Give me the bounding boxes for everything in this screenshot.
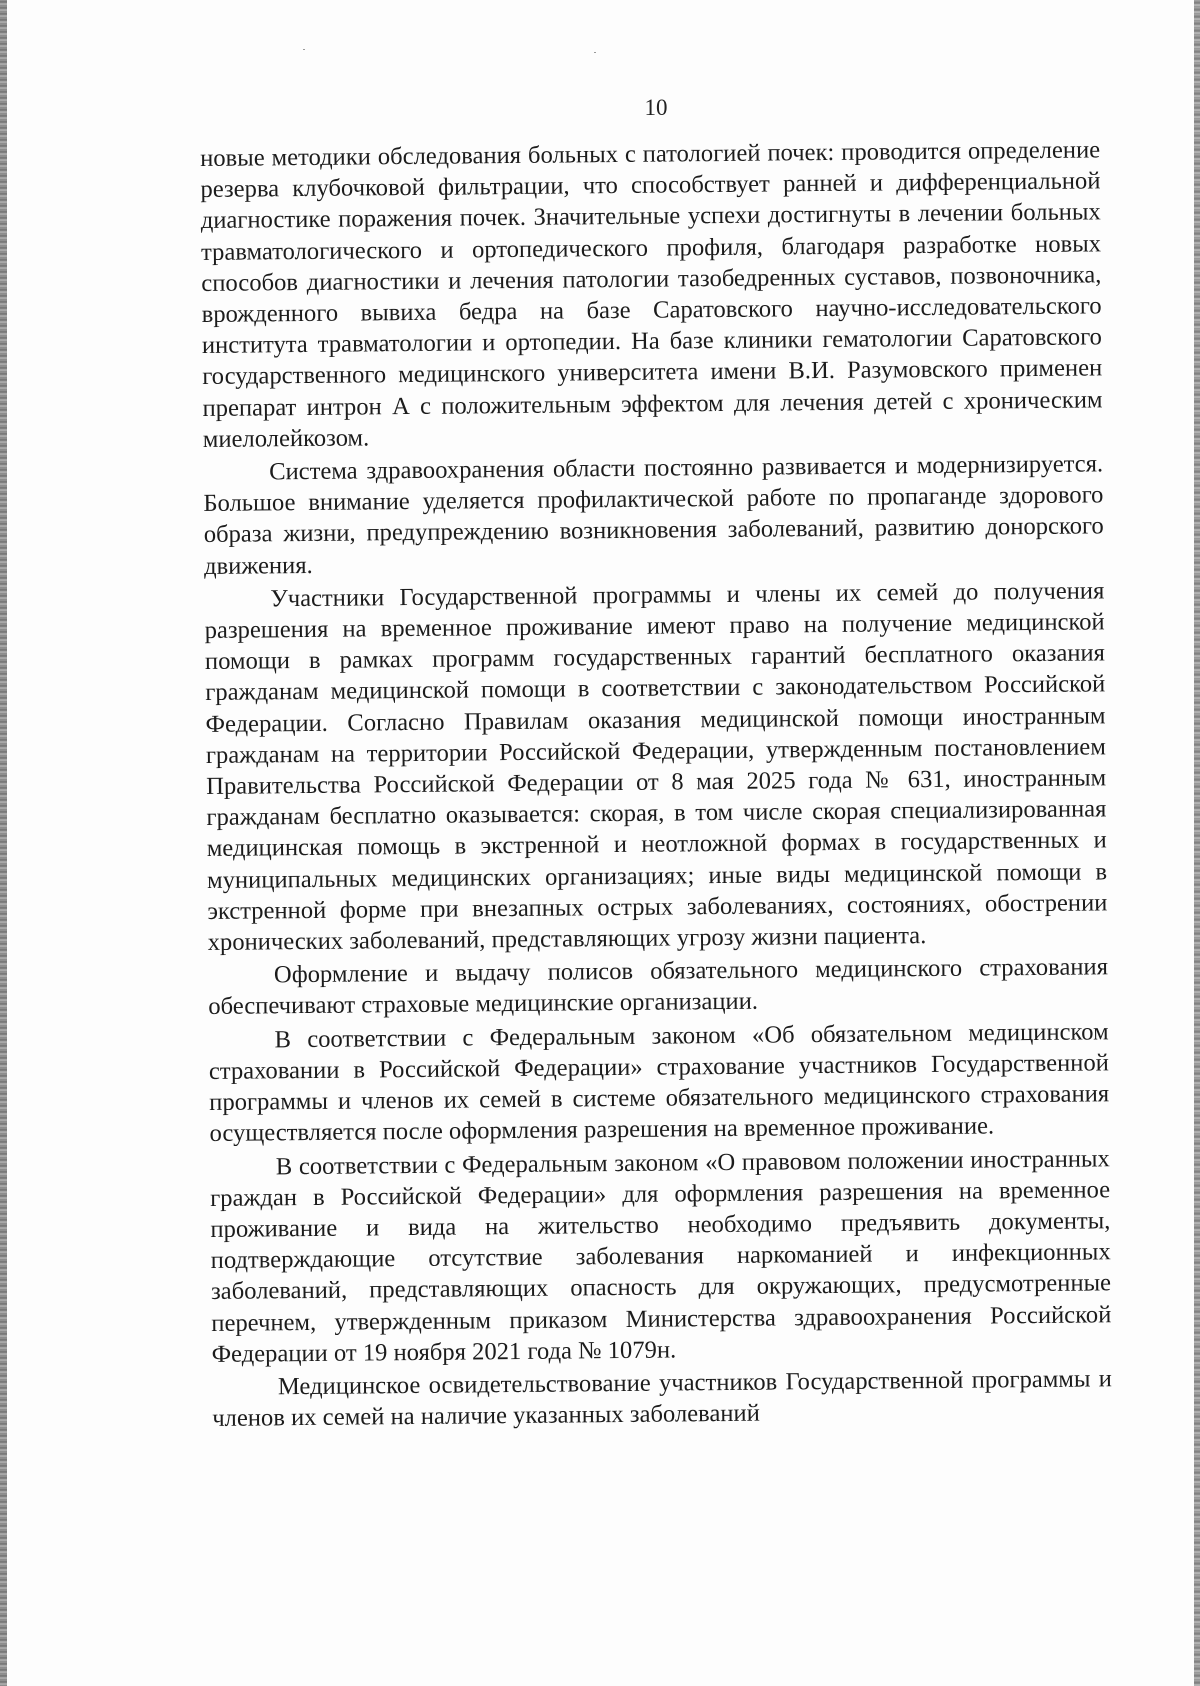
paragraph: новые методики обследования больных с патологией почек: проводится определение резерва клубочковой фильтрации, что способствует ранней и дифференциальной диагностике поражения почек. Значительные успехи достигнуты в лечении больных травматологического и ортопедического профиля, благодаря разработке новых способов диагностики и лечения патологии тазобедренных суставов, позвоночника, врожденного вывиха бедра на базе Саратовского научно-исследовательского института травматологии и ортопедии. На базе клиники гематологии Саратовского государственного медицинского университета имени В.И. Разумовского применен препарат интрон А с положительным эффектом для лечения детей с хроническим миелолейкозом. [200,136,1103,453]
scan-speck [303,49,305,50]
page-number: 10 [644,95,668,120]
paragraph: Система здравоохранения области постоянно развивается и модернизируется. Большое внимание уделяется профилактической работе по пропаганде здорового образа жизни, предупреждению возникновения заболеваний, развитию донорского движения. [203,450,1104,580]
paragraph: В соответствии с Федеральным законом «О правовом положении иностранных граждан в Российской Федерации» для оформления разрешения на временное проживание и вида на жительство необходимо предъявить документы, подтверждающие отсутствие заболевания наркоманией и инфекционных заболеваний, представляющих опасность для окружающих, предусмотренные перечнем, утвержденным приказом Министерства здравоохранения Российской Федерации от 19 ноября 2021 года № 1079н. [209,1144,1112,1368]
scan-edge-right [1194,0,1200,1686]
scan-speck [594,52,596,53]
scan-edge-left [0,0,7,1686]
document-body [200,134,1112,1436]
paragraph: Медицинское освидетельствование участников Государственной программы и членов их семей на наличие указанных заболеваний [212,1365,1113,1433]
paragraph: Участники Государственной программы и члены их семей до получения разрешения на временное проживание имеют право на получение медицинской помощи в рамках программ государственных гарантий бесплатного оказания гражданам медицинской помощи в соответствии с законодательством Российской Федерации. Согласно Правилам оказания медицинской помощи иностранным гражданам на территории Российской Федерации, утвержденным постановлением Правительства Российской Федерации от 8 мая 2025 года № 631, иностранным гражданам бесплатно оказывается: скорая, в том числе скорая специализированная медицинская помощь в экстренной и неотложной формах в государственных и муниципальных медицинских организациях; иные виды медицинской помощи в экстренной форме при внезапных острых заболеваниях, состояниях, обострении хронических заболеваний, представляющих угрозу жизни пациента. [204,577,1108,957]
paragraph: Оформление и выдачу полисов обязательного медицинского страхования обеспечивают страховые медицинские организации. [208,953,1109,1021]
paragraph: В соответствии с Федеральным законом «Об обязательном медицинском страховании в Российской Федерации» страхование участников Государственной программы и членов их семей в системе обязательного медицинского страхования осуществляется после оформления разрешения на временное проживание. [208,1018,1110,1148]
